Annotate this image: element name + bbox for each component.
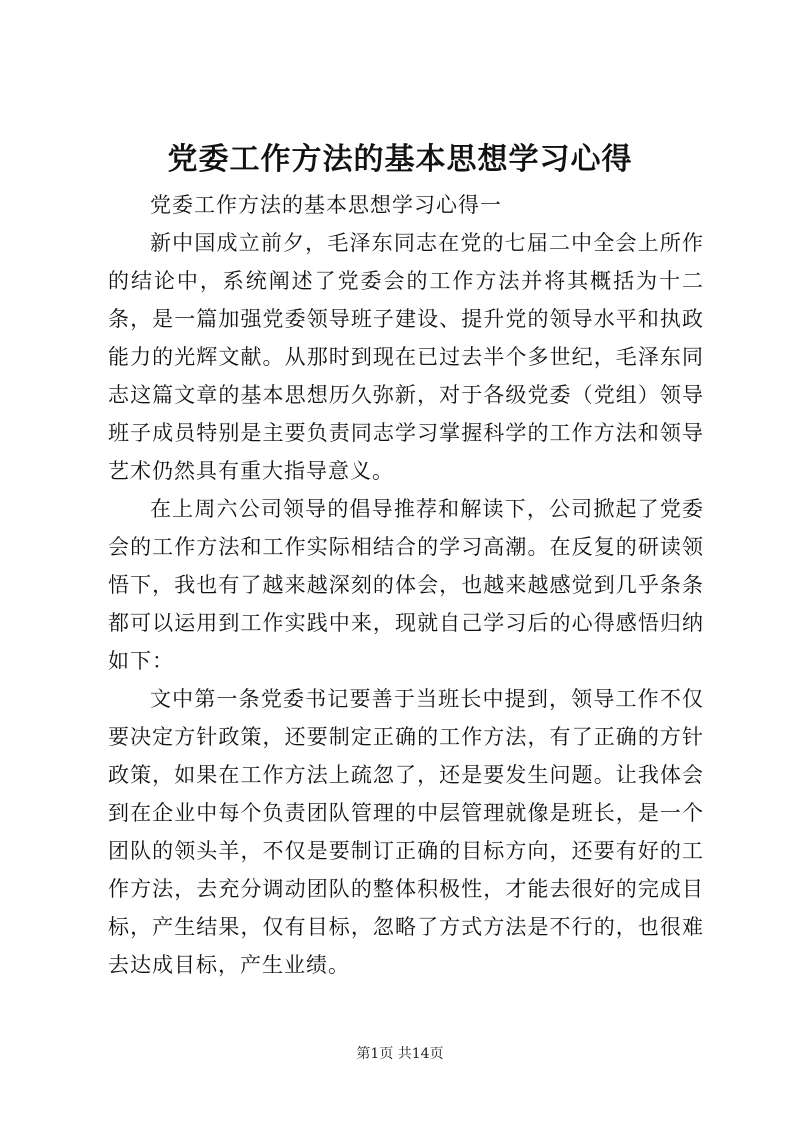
paragraph-3: 文中第一条党委书记要善于当班长中提到，领导工作不仅要决定方针政策，还要制定正确的工作方法，有了正确的方针政策，如果在工作方法上疏忽了，还是要发生问题。让我体会到在企业中每个负责团队管理的中层管理就像是班长，是一个团队的领头羊，不仅是要制订正确的目标方向，还要有好的工作方法，去充分调动团队的整体积极性，才能去很好的完成目标，产生结果，仅有目标，忽略了方式方法是不行的，也很难去达成目标，产生业绩。 <box>108 687 704 977</box>
paragraph-2: 在上周六公司领导的倡导推荐和解读下，公司掀起了党委会的工作方法和工作实际相结合的学习高潮。在反复的研读领悟下，我也有了越来越深刻的体会，也越来越感觉到几乎条条都可以运用到工作实践中来，现就自己学习后的心得感悟归纳如下： <box>108 497 704 673</box>
section-subtitle: 党委工作方法的基本思想学习心得一 <box>150 193 502 217</box>
paragraph-1: 新中国成立前夕，毛泽东同志在党的七届二中全会上所作的结论中，系统阐述了党委会的工作方法并将其概括为十二条，是一篇加强党委领导班子建设、提升党的领导水平和执政能力的光辉文献。从那时到现在已过去半个多世纪，毛泽东同志这篇文章的基本思想历久弥新，对于各级党委（党组）领导班子成员特别是主要负责同志学习掌握科学的工作方法和领导艺术仍然具有重大指导意义。 <box>108 231 704 483</box>
page-number: 第1页 共14页 <box>356 1046 444 1062</box>
document-body <box>108 186 704 984</box>
document-title: 党委工作方法的基本思想学习心得 <box>167 142 633 177</box>
